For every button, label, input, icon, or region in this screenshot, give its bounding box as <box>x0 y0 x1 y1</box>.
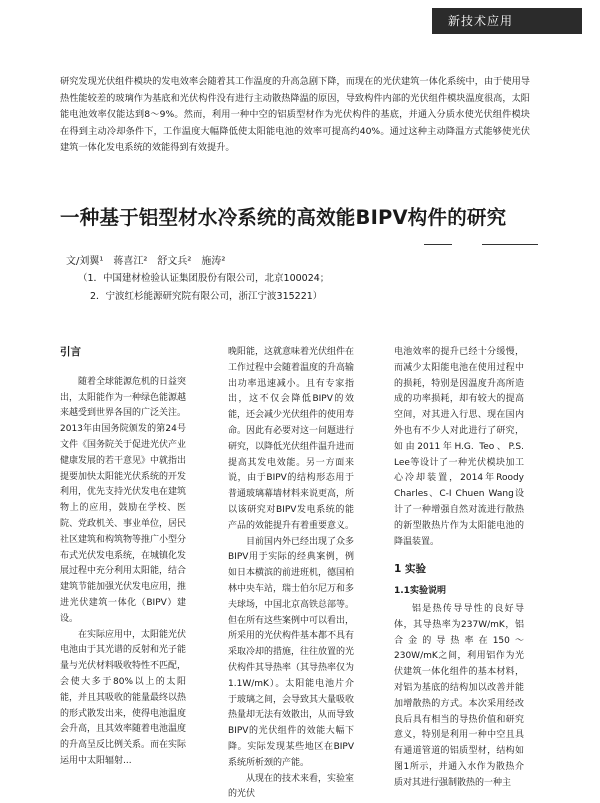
paragraph: 在实际应用中，太阳能光伏电池由于其光谱的反射和光子能量与光伏材料吸收特性不匹配，会使大多于80%以上的太阳能，并且其吸收的能量最终以热的形式散发出来，使得电池温度会升高，且其效率随着电池温度的升高呈反比例关系。而在实际运用中太阳辐射... <box>60 629 187 766</box>
paragraph: 铝是热传导导性的良好导体，其导热率为237W/mK，铝合金的导热率在150～230W/mK之间，利用铝作为光伏建筑一体化组件的基本材料，对铝为基底的结构加以改善并能加增散热的方式。本次采用经改良后具有相当的导热价值和研究意义，特别是利用一种中空且具有通道管道的铝质型材，结构如图1所示，并通入水作为散热介质对其进行强制散热的一种主 <box>394 603 524 788</box>
paragraph: 从现在的技术来看，实验室的光伏 <box>228 773 355 800</box>
decorative-rule <box>424 244 452 245</box>
body-column-3 <box>394 345 524 792</box>
section-heading-introduction: 引言 <box>60 346 81 358</box>
body-column-2 <box>228 345 354 803</box>
section-tab: 新技术应用 <box>432 8 582 34</box>
affiliation-2: 2．宁波红杉能源研究院有限公司，浙江宁波315221） <box>90 291 323 302</box>
authors: 文/刘翼¹ 蒋喜江² 舒文兵² 施涛² <box>66 256 226 267</box>
decorative-rule <box>482 244 538 245</box>
affiliation-1: （1．中国建材检验认证集团股份有限公司，北京100024； <box>78 273 330 284</box>
subsection-heading: 1.1实验说明 <box>394 586 446 597</box>
abstract: 研究发现光伏组件模块的发电效率会随着其工作温度的升高急剧下降，而现在的光伏建筑一体化系统中，由于使用导热性能较差的玻璃作为基底和光伏构件没有进行主动散热降温的原因，导致构件内部的光伏组件模块温度很高，太阳能电池效率仅能达到8～9%。然而，利用一种中空的铝质型材作为光伏构件的基底，并通入分质水使光伏组件模块在得到主动冷却条件下，工作温度大幅降低使太阳能电池的效率可提高约40%。通过这种主动降温方式能够使光伏建筑一体化发电系统的效能得到有效提升。 <box>60 76 530 154</box>
paragraph: 晚阳能，这就意味着光伏组件在工作过程中会随着温度的升高输出功率迅速减小。且有专家指出，这不仅会降低BIPV的效能，还会减少光伏组件的使用寿命。因此有必要对这一问题进行研究，以降低光伏组件温升进而提高其发电效能。另一方面来说，由于BIPV的结构形态用于普通玻璃幕墙材料来说更高，所以该研究对BIPV发电系统的能产品的效能提升有着重要意义。 <box>228 347 355 531</box>
article-title: 一种基于铝型材水冷系统的高效能BIPV构件的研究 <box>60 206 507 229</box>
body-column-1 <box>60 345 186 770</box>
paragraph: 电池效率的提升已经十分缓慢，而减少太阳能电池在使用过程中的损耗，特别是因温度升高所造成的功率损耗，却有较大的提高空间，对其进入行思、现在国内外也有不少人对此进行了研究，如由2011年H.G. Teo、P.S. Lee等设计了一种光伏模块加工心冷却装置，2014年Roody Charles、C-I Chuen Wang设计了一种增强自然对流进行散热的新型散热片作为太阳能电池的降温装置。 <box>394 347 524 547</box>
section-heading-experiment: 1 实验 <box>394 563 426 576</box>
paragraph: 目前国内外已经出现了众多BIPV用于实际的经典案例，例如日本横滨的前进班机，德国柏林中央车站，瑞士伯尔尼万和多夫球场，中国北京高铁总部等。但在所有这些案例中可以看出，所采用的光伏构件基本都不具有采取冷却的措施，往往放置的光伏构件其导热率（其导热率仅为1.1W/mK）。太阳能电池片介于玻璃之间，会导致其大量吸收热量却无法有效散出，从而导致BIPV的光伏组件的效能大幅下降。实际发现某些地区在BIPV系统所析颈的产能。 <box>228 536 355 768</box>
paragraph: 随着全球能源危机的日益突出，太阳能作为一种绿色能源越来越受到世界各国的广泛关注。2013年由国务院颁发的第24号文件《国务院关于促进光伏产业健康发展的若干意见》中就指出提要加快太阳能光伏系统的开发利用，优先支持光伏发电在建筑物上的应用，鼓励在学校、医院、党政机关、事业单位，居民社区建筑和构筑物等推广小型分布式光伏发电系统，在城镇化发展过程中充分利用太阳能，结合建筑节能加强光伏发电应用，推进光伏建筑一体化（BIPV）建设。 <box>60 376 187 624</box>
affiliations <box>78 270 329 306</box>
